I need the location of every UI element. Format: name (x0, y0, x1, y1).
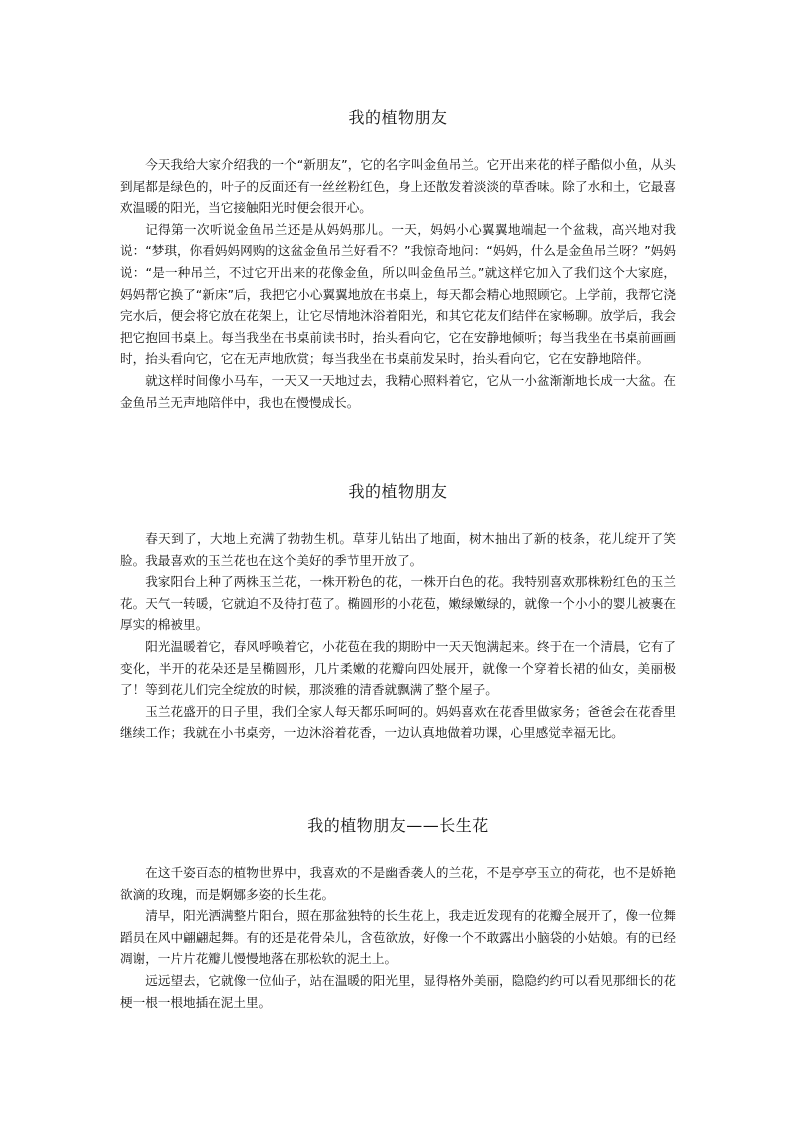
essay-paragraph: 在这千姿百态的植物世界中，我喜欢的不是幽香袭人的兰花，不是亭亭玉立的荷花，也不是娇艳欲滴的玫瑰，而是婀娜多姿的长生花。 (120, 865, 676, 902)
essay-paragraph: 春天到了，大地上充满了勃勃生机。草芽儿钻出了地面，树木抽出了新的枝条，花儿绽开了笑脸。我最喜欢的玉兰花也在这个美好的季节里开放了。 (120, 531, 676, 568)
essay-paragraph: 记得第一次听说金鱼吊兰还是从妈妈那儿。一天，妈妈小心翼翼地端起一个盆栽，高兴地对我说：“梦琪，你看妈妈网购的这盆金鱼吊兰好看不？”我惊奇地问：“妈妈，什么是金鱼吊兰呀？”妈妈说：“是一种吊兰，不过它开出来的花像金鱼，所以叫金鱼吊兰。”就这样它加入了我们这个大家庭，妈妈帮它换了“新床”后，我把它小心翼翼地放在书桌上，每天都会精心地照顾它。上学前，我帮它浇完水后，便会将它放在花架上，让它尽情地沐浴着阳光，和其它花友们结伴在家畅聊。放学后，我会把它抱回书桌上。每当我坐在书桌前读书时，抬头看向它，它在安静地倾听；每当我坐在书桌前画画时，抬头看向它，它在无声地欣赏；每当我坐在书桌前发呆时，抬头看向它，它在安静地陪伴。 (120, 221, 676, 367)
essay-title: 我的植物朋友 (348, 482, 448, 501)
essay-title: 我的植物朋友 (348, 108, 448, 127)
essay-section (120, 816, 676, 1013)
essay-title: 我的植物朋友——长生花 (307, 816, 489, 835)
essay-paragraph: 今天我给大家介绍我的一个“新朋友”，它的名字叫金鱼吊兰。它开出来花的样子酷似小鱼，从头到尾都是绿色的，叶子的反面还有一丝丝粉红色，身上还散发着淡淡的草香味。除了水和土，它最喜欢温暖的阳光，当它接触阳光时便会很开心。 (120, 157, 676, 216)
essay-paragraph: 远远望去，它就像一位仙子，站在温暖的阳光里，显得格外美丽，隐隐约约可以看见那细长的花梗一根一根地插在泥土里。 (120, 972, 676, 1010)
essay-paragraph: 清早，阳光洒满整片阳台，照在那盆独特的长生花上，我走近发现有的花瓣全展开了，像一位舞蹈员在风中翩翩起舞。有的还是花骨朵儿，含苞欲放，好像一个不敢露出小脑袋的小姑娘。有的已经凋谢，一片片花瓣儿慢慢地落在那松软的泥土上。 (120, 908, 676, 967)
essay-section (120, 108, 676, 413)
essay-paragraph: 阳光温暖着它，春风呼唤着它，小花苞在我的期盼中一天天饱满起来。终于在一个清晨，它有了变化，半开的花朵还是呈椭圆形，几片柔嫩的花瓣向四处展开，就像一个穿着长裙的仙女，美丽极了！等到花儿们完全绽放的时候，那淡雅的清香就飘满了整个屋子。 (120, 638, 676, 698)
essay-paragraph: 玉兰花盛开的日子里，我们全家人每天都乐呵呵的。妈妈喜欢在花香里做家务；爸爸会在花香里继续工作；我就在小书桌旁，一边沐浴着花香，一边认真地做着功课，心里感觉幸福无比。 (120, 703, 676, 741)
essay-section (120, 482, 676, 744)
essay-paragraph: 就这样时间像小马车，一天又一天地过去，我精心照料着它，它从一小盆渐渐地长成一大盆。在金鱼吊兰无声地陪伴中，我也在慢慢成长。 (120, 372, 676, 410)
essay-paragraph: 我家阳台上种了两株玉兰花，一株开粉色的花，一株开白色的花。我特别喜欢那株粉红色的玉兰花。天气一转暖，它就迫不及待打苞了。椭圆形的小花苞，嫩绿嫩绿的，就像一个小小的婴儿被裹在厚实的棉被里。 (120, 574, 676, 633)
